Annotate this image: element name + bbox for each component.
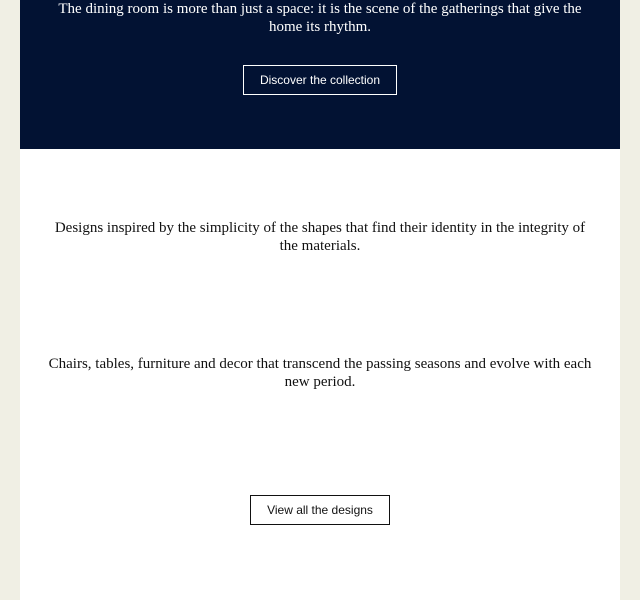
hero-banner <box>20 0 620 149</box>
hero-description: The dining room is more than just a space: it is the scene of the gatherings that give the home its rhythm. <box>58 1 582 35</box>
view-all-designs-button[interactable]: View all the designs <box>250 495 390 525</box>
collection-paragraph: Chairs, tables, furniture and decor that transcend the passing seasons and evolve with each new period. <box>48 356 592 390</box>
content-column <box>20 0 620 600</box>
discover-collection-button[interactable]: Discover the collection <box>243 65 397 95</box>
intro-paragraph: Designs inspired by the simplicity of the shapes that find their identity in the integrity of the materials. <box>54 220 586 254</box>
